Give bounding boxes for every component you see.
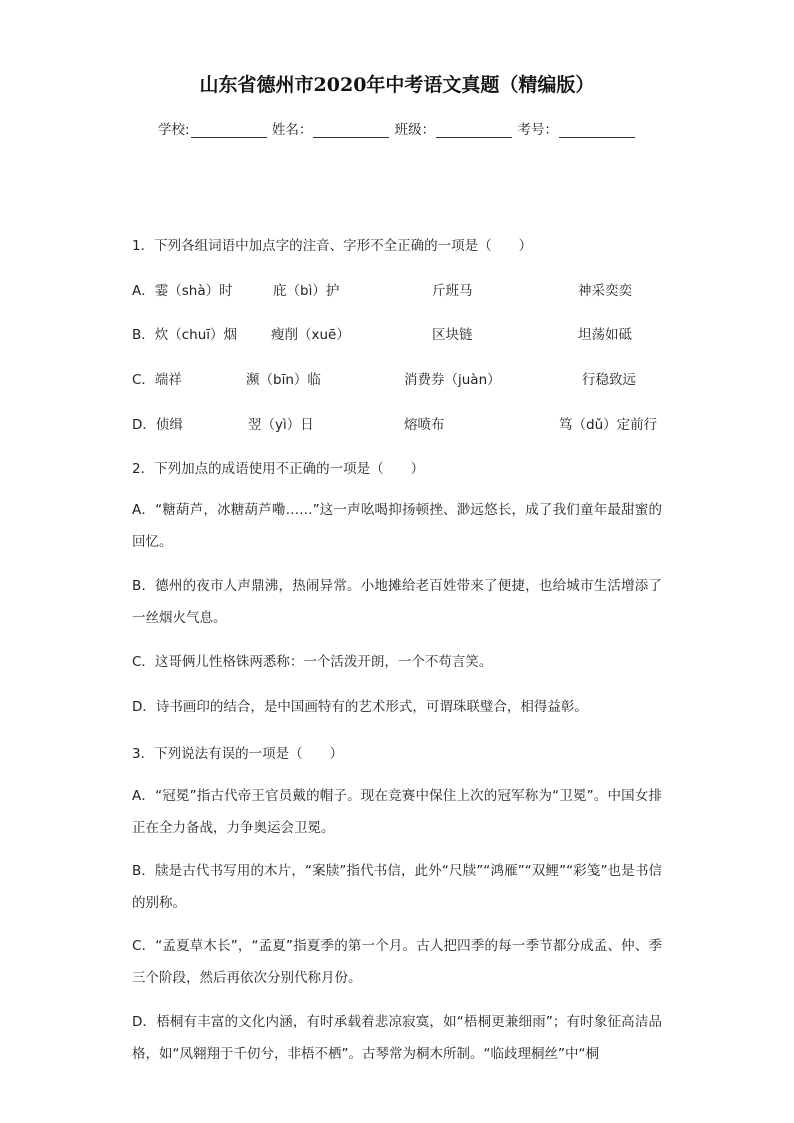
question-3-option-c: C．“孟夏草木长”，“孟夏”指夏季的第一个月。古人把四季的每一季节都分成孟、仲、季三个阶段，然后再依次分别代称月份。: [132, 938, 662, 986]
option-cell: C．端祥: [132, 372, 182, 388]
option-cell: 笃（dǔ）定前行: [559, 417, 658, 433]
question-3-option-a: A．“冠冕”指古代帝王官员戴的帽子。现在竞赛中保住上次的冠军称为“卫冕”。中国女排正在全力备战，力争奥运会卫冕。: [132, 788, 662, 836]
question-1-stem: 1．下列各组词语中加点字的注音、字形不全正确的一项是（ ）: [132, 238, 533, 254]
school-blank[interactable]: [191, 123, 267, 138]
question-2-option-c: C．这哥俩儿性格铢两悉称：一个活泼开朗，一个不苟言笑。: [132, 654, 493, 670]
question-2-option-d: D．诗书画印的结合，是中国画特有的艺术形式，可谓珠联璧合，相得益彰。: [132, 699, 588, 715]
option-cell: 翌（yì）日: [248, 417, 314, 433]
option-cell: 庇（bì）护: [273, 283, 340, 299]
option-cell: 斤班马: [432, 283, 473, 299]
page-title: 山东省德州市2020年中考语文真题（精编版）: [199, 74, 595, 96]
option-cell: 坦荡如砥: [578, 327, 632, 343]
class-label: 班级：: [394, 122, 436, 138]
question-2-stem: 2．下列加点的成语使用不正确的一项是（ ）: [132, 461, 425, 477]
option-cell: 区块链: [432, 327, 473, 343]
name-blank[interactable]: [313, 123, 389, 138]
name-label: 姓名：: [271, 122, 313, 138]
option-cell: 熔喷布: [404, 417, 445, 433]
option-cell: B．炊（chuī）烟: [132, 327, 238, 343]
option-cell: D．侦缉: [132, 417, 183, 433]
exam-no-label: 考号：: [517, 122, 558, 138]
question-2-option-b: B．德州的夜市人声鼎沸，热闹异常。小地摊给老百姓带来了便捷，也给城市生活增添了一丝烟火气息。: [132, 578, 662, 626]
question-3-option-b: B．牍是古代书写用的木片，“案牍”指代书信，此外“尺牍”“鸿雁”“双鲤”“彩笺”也是书信的别称。: [132, 863, 662, 911]
option-cell: A．霎（shà）时: [132, 283, 233, 299]
question-1-option-a: [132, 279, 672, 299]
question-3-stem: 3．下列说法有误的一项是（ ）: [132, 746, 344, 762]
option-cell: 濒（bīn）临: [246, 372, 321, 388]
option-cell: 神采奕奕: [578, 283, 632, 299]
question-1-option-b: [132, 323, 672, 343]
question-1-option-c: [132, 368, 672, 388]
question-3-option-d: D．梧桐有丰富的文化内涵，有时承载着悲凉寂寞，如“梧桐更兼细雨”；有时象征高洁品格，如“凤翱翔于千仞兮，非梧不栖”。古琴常为桐木所制。“临歧理桐丝”中“桐: [132, 1014, 662, 1062]
question-1-option-d: [132, 413, 672, 433]
exam-no-blank[interactable]: [559, 123, 635, 138]
question-2-option-a: A．“糖葫芦，冰糖葫芦嘞……”这一声吆喝抑扬顿挫、渺远悠长，成了我们童年最甜蜜的回忆。: [132, 502, 662, 550]
option-cell: 瘦削（xuē）: [271, 327, 350, 343]
option-cell: 行稳致远: [582, 372, 636, 388]
student-info-line: [0, 118, 794, 138]
option-cell: 消费券（juàn）: [404, 372, 501, 388]
class-blank[interactable]: [436, 123, 512, 138]
school-label: 学校:: [158, 122, 190, 138]
